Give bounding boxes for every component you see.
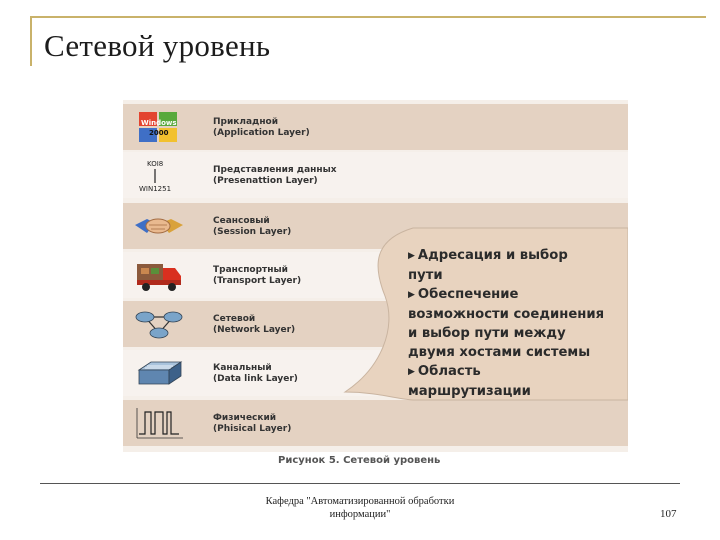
layer-name-en: (Data link Layer) xyxy=(213,374,298,384)
page-number: 107 xyxy=(660,508,677,520)
icon-text-bottom: WIN1251 xyxy=(139,185,172,193)
layer-name-en: (Transport Layer) xyxy=(213,276,302,286)
bullet-arrow-icon: ▶ xyxy=(408,290,415,300)
icon-text-top: KOI8 xyxy=(147,160,164,168)
layer-name: Транспортный xyxy=(213,265,288,275)
footer-line: Кафедра "Автоматизированной обработки xyxy=(265,496,455,507)
footer-line: информации" xyxy=(329,509,391,520)
slide-title: Сетевой уровень xyxy=(44,28,271,63)
layer-name-en: (Network Layer) xyxy=(213,325,296,335)
layer-name: Физический xyxy=(213,413,277,423)
description-text: Область xyxy=(417,364,481,379)
layer-name-en: (Phisical Layer) xyxy=(213,424,292,434)
svg-text:Windows: Windows xyxy=(141,119,177,127)
layer-name: Сетевой xyxy=(213,314,256,324)
layer-name: Канальный xyxy=(213,363,272,373)
footer-rule xyxy=(40,483,680,484)
description-text: двумя хостами системы xyxy=(408,345,591,360)
description-item xyxy=(408,285,628,305)
layer-name-en: (Presenattion Layer) xyxy=(213,176,318,186)
description-item xyxy=(408,362,628,382)
layer-name: Сеансовый xyxy=(213,216,270,226)
description-text: возможности соединения xyxy=(408,307,605,322)
bullet-arrow-icon: ▶ xyxy=(408,251,415,261)
layer-name: Представления данных xyxy=(213,165,337,175)
svg-text:2000: 2000 xyxy=(149,129,169,137)
layer-name-en: (Application Layer) xyxy=(213,128,310,138)
slide-footer xyxy=(230,495,490,521)
description-item xyxy=(408,246,628,266)
figure-caption: Рисунок 5. Сетевой уровень xyxy=(278,455,441,466)
slide-top-rule xyxy=(30,16,706,18)
description-text: пути xyxy=(408,268,443,283)
layer-description xyxy=(408,246,628,401)
description-text: маршрутизации xyxy=(408,384,531,399)
layer-name-en: (Session Layer) xyxy=(213,227,292,237)
description-text: Обеспечение xyxy=(417,287,519,302)
osi-figure xyxy=(123,100,628,452)
layer-name: Прикладной xyxy=(213,117,279,127)
slide-left-rule xyxy=(30,16,32,66)
description-text: и выбор пути между xyxy=(408,326,566,341)
description-text: Адресация и выбор xyxy=(417,248,568,263)
bullet-arrow-icon: ▶ xyxy=(408,367,415,377)
